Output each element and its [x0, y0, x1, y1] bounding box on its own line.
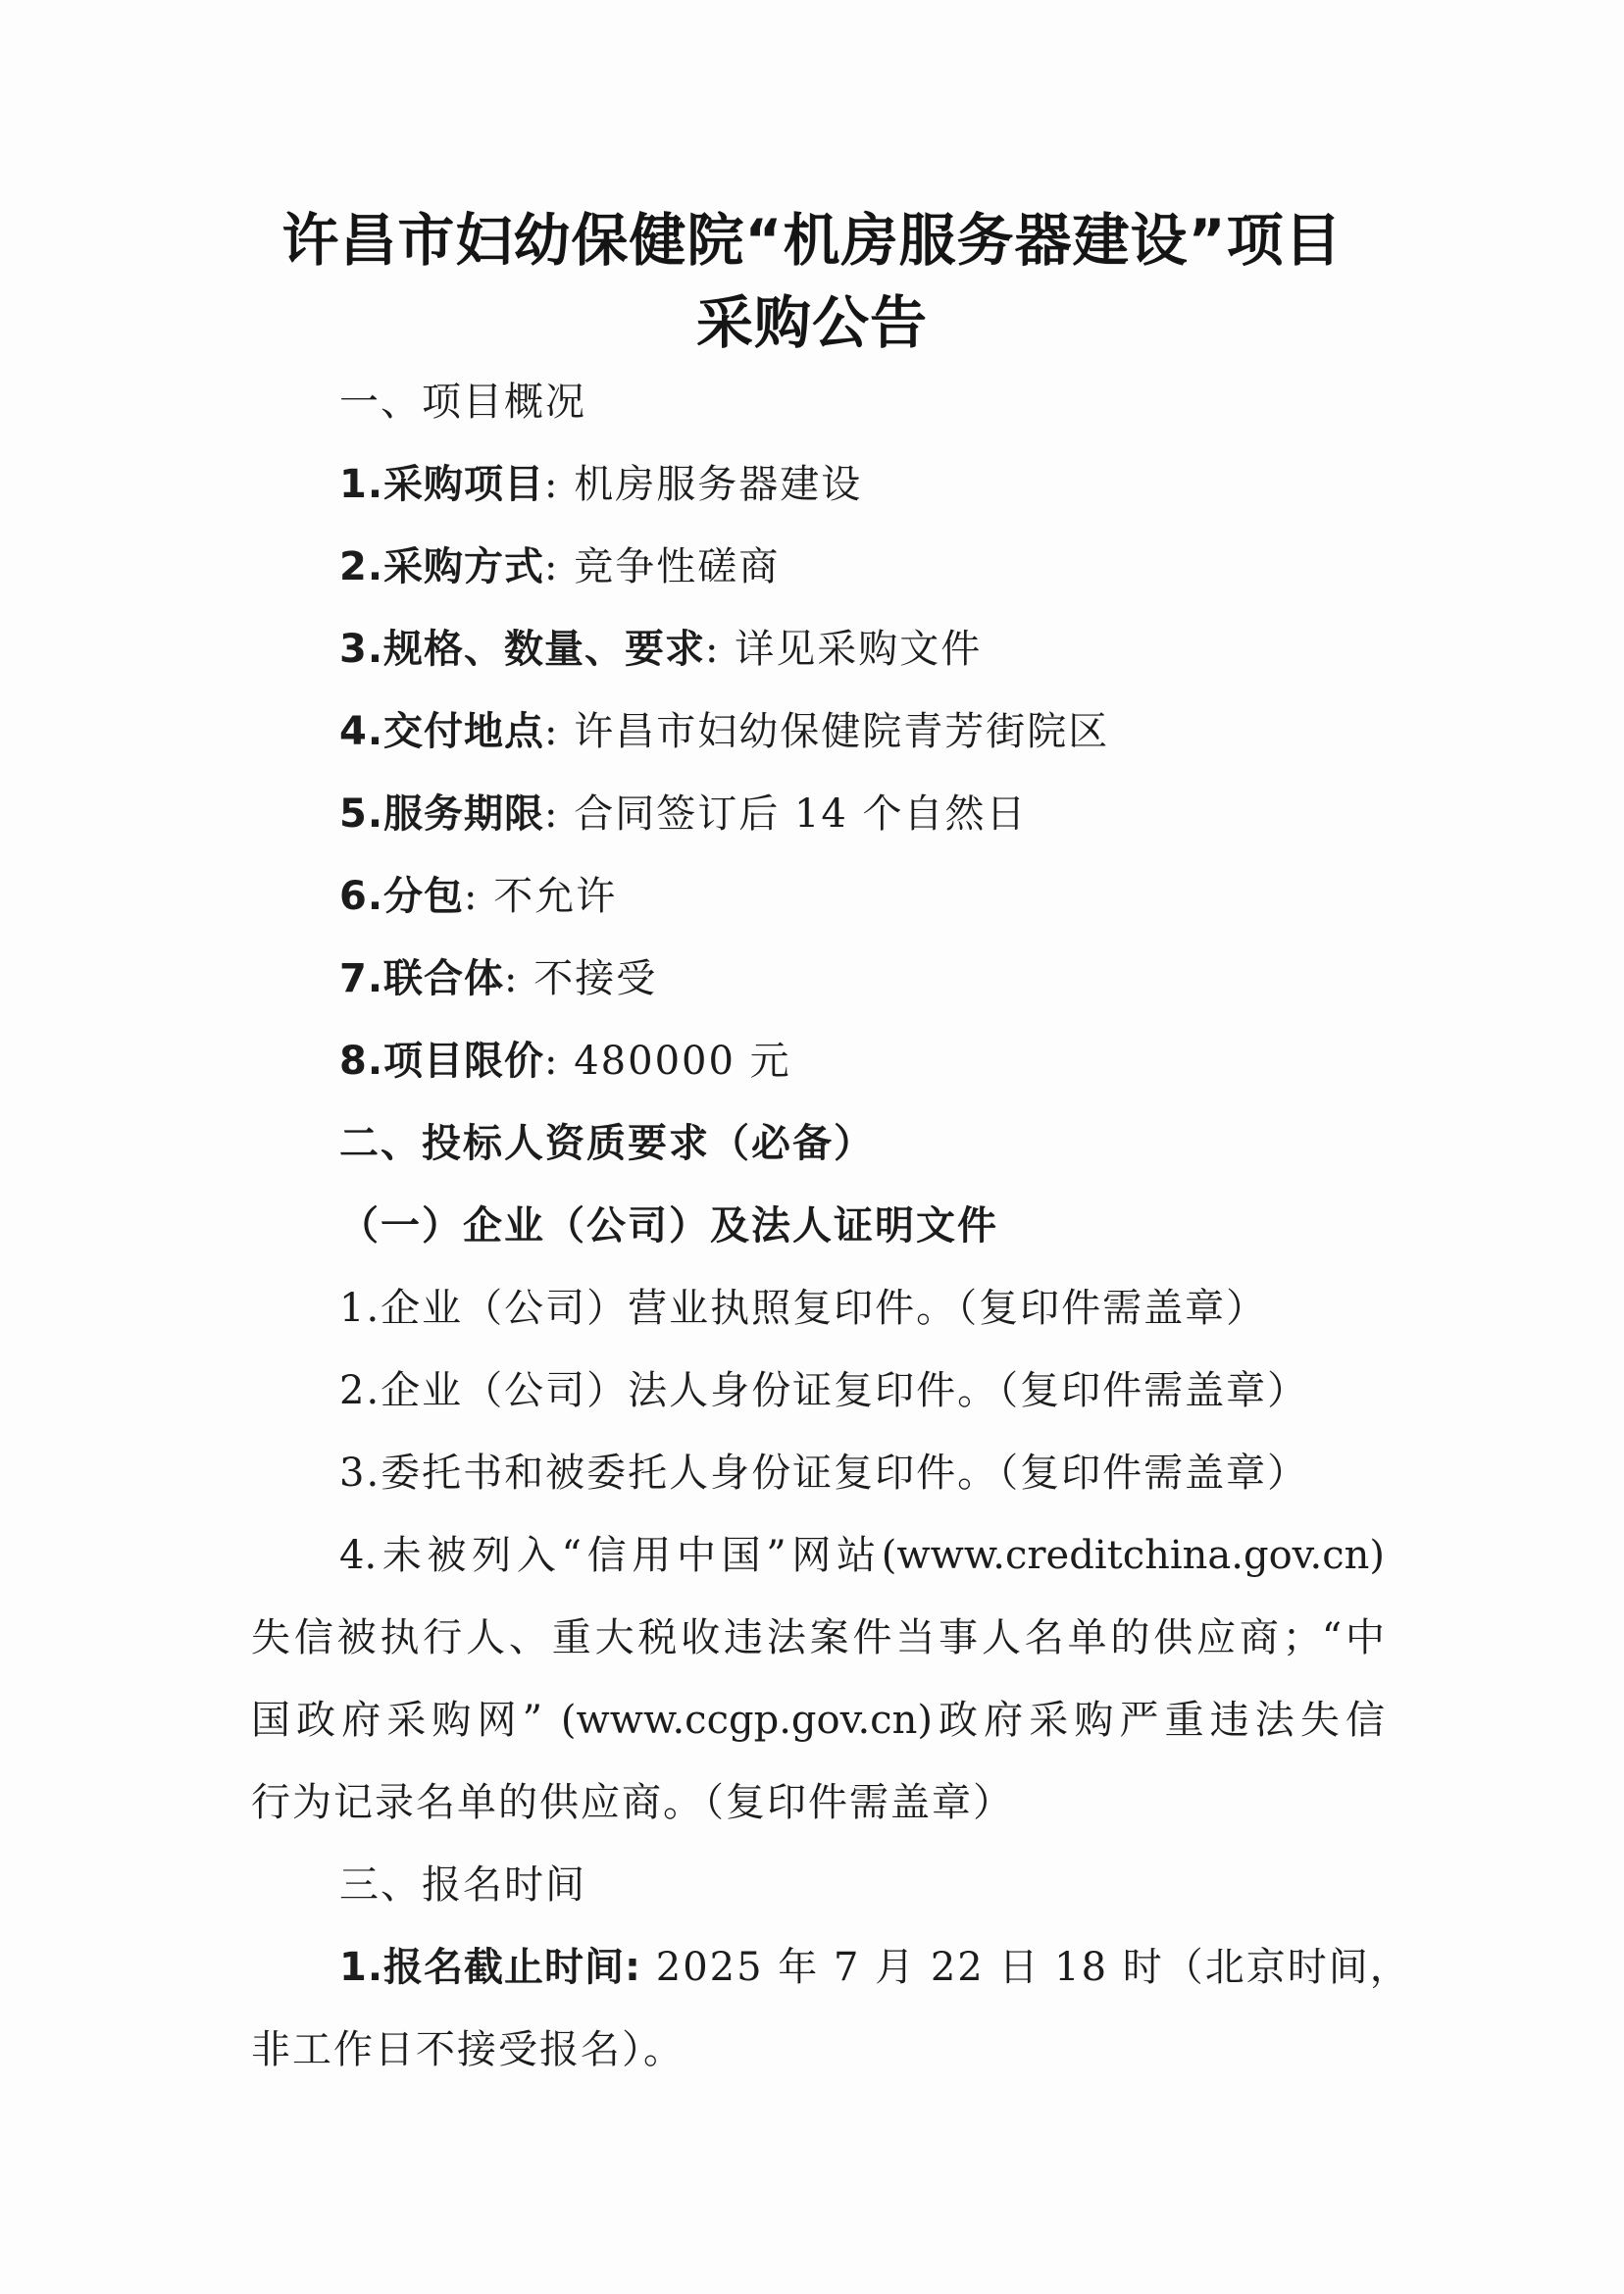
section-2-heading: 二、投标人资质要求（必备） [339, 1121, 875, 1166]
item-subcontracting [339, 865, 617, 921]
qualification-item-2: 2.企业（公司）法人身份证复印件。（复印件需盖章） [339, 1368, 1309, 1413]
qualification-item-4-line-2: 失信被执行人、重大税收违法案件当事人名单的供应商；“中 [251, 1615, 1385, 1660]
item-label: 7.联合体 [339, 956, 505, 1001]
item-separator: : [544, 709, 575, 754]
item-separator: : [544, 791, 575, 837]
item-label: 2.采购方式 [339, 544, 545, 589]
qualification-item-4-line-3: 国政府采购网” (www.ccgp.gov.cn)政府采购严重违法失信 [251, 1698, 1385, 1743]
section-1-heading: 一、项目概况 [339, 380, 586, 425]
section-3-heading: 三、报名时间 [339, 1862, 586, 1908]
item-value: 竞争性磋商 [574, 544, 781, 589]
item-procurement-method [339, 535, 780, 591]
item-value: 合同签订后 14 个自然日 [574, 791, 1028, 837]
item-specifications [339, 618, 982, 674]
item-separator: : [544, 544, 575, 589]
qualification-item-4-line-1: 4.未被列入“信用中国”网站(www.creditchina.gov.cn) [339, 1533, 1385, 1578]
item-label: 5.服务期限 [339, 791, 545, 837]
qualification-item-1: 1.企业（公司）营业执照复印件。（复印件需盖章） [339, 1286, 1268, 1331]
item-value: 不接受 [533, 956, 658, 1001]
item-label: 1.采购项目 [339, 462, 545, 507]
item-separator: : [544, 462, 575, 507]
item-procurement-project [339, 453, 862, 509]
item-value: 详见采购文件 [735, 627, 983, 672]
item-value: 机房服务器建设 [574, 462, 863, 507]
registration-deadline-line-1 [339, 1936, 1411, 1992]
item-value: 许昌市妇幼保健院青芳街院区 [574, 709, 1110, 754]
item-label: 8.项目限价 [339, 1039, 545, 1084]
item-delivery-location [339, 700, 1109, 756]
registration-deadline-line-2: 非工作日不接受报名）。 [251, 2027, 685, 2072]
item-separator: : [464, 874, 494, 919]
item-value: 480000 元 [574, 1039, 791, 1084]
deadline-value: 2025 年 7 月 22 日 18 时（北京时间， [641, 1945, 1411, 1990]
qualification-item-3: 3.委托书和被委托人身份证复印件。（复印件需盖章） [339, 1451, 1309, 1496]
item-separator: : [504, 956, 534, 1001]
document-title-line-1: 许昌市妇幼保健院“机房服务器建设”项目 [281, 207, 1343, 274]
item-price-limit [339, 1030, 791, 1086]
deadline-label: 1.报名截止时间: [339, 1945, 642, 1990]
item-separator: : [544, 1039, 575, 1084]
subsection-1-heading: （一）企业（公司）及法人证明文件 [339, 1203, 998, 1249]
item-separator: : [705, 627, 736, 672]
item-service-period [339, 783, 1028, 839]
document-title-line-2: 采购公告 [695, 289, 928, 356]
item-label: 4.交付地点 [339, 709, 545, 754]
item-value: 不允许 [493, 874, 618, 919]
item-label: 6.分包 [339, 874, 465, 919]
item-label: 3.规格、数量、要求 [339, 627, 706, 672]
item-consortium [339, 947, 657, 1003]
qualification-item-4-line-4: 行为记录名单的供应商。（复印件需盖章） [251, 1780, 1014, 1825]
